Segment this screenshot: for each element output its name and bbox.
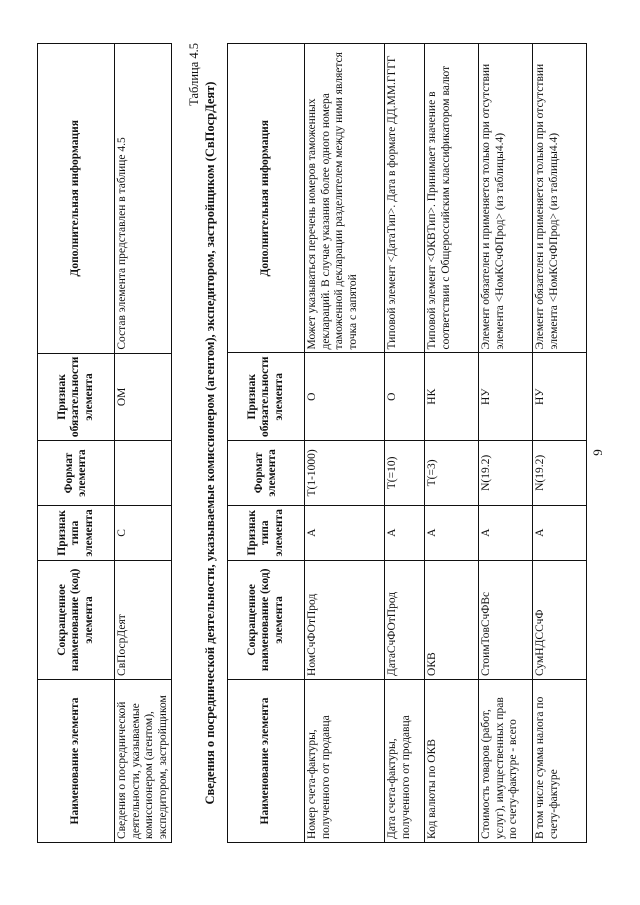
cell-format: [115, 441, 172, 506]
cell-format: N(19.2): [533, 441, 587, 506]
cell-type: А: [385, 505, 425, 560]
cell-info: Типовой элемент <ДатаТип>. Дата в формате ДД.ММ.ГГГГ: [385, 44, 425, 353]
cell-type: А: [305, 505, 385, 560]
cell-type: А: [479, 505, 533, 560]
cell-format: Т(=3): [425, 441, 479, 506]
cell-required: О: [385, 353, 425, 441]
column-header: Признак типа элемента: [228, 505, 305, 560]
cell-type: С: [115, 505, 172, 560]
cell-name: Дата счета-фактуры, полученного от продавца: [385, 679, 425, 842]
cell-name: Код валюты по ОКВ: [425, 679, 479, 842]
column-header: Дополнительная информация: [228, 44, 305, 353]
cell-code: ДатаСчФОтПрод: [385, 560, 425, 679]
table-title: Сведения о посреднической деятельности, указываемые комиссионером (агентом), экспедитором, застройщиком (СвПосрДеят): [203, 81, 217, 805]
column-header: Наименование элемента: [228, 679, 305, 842]
cell-format: N(19.2): [479, 441, 533, 506]
table-row: [115, 44, 172, 843]
column-header: Наименование элемента: [38, 679, 115, 842]
table-row: [425, 44, 479, 843]
page-number: 9: [590, 449, 605, 456]
cell-name: Стоимость товаров (работ, услуг), имущественных прав по счету-фактуре - всего: [479, 679, 533, 842]
cell-required: НУ: [479, 353, 533, 441]
table-row: [533, 44, 587, 843]
cell-code: СумНДССчФ: [533, 560, 587, 679]
table-4-4-fragment: [37, 43, 172, 843]
column-header: Сокращенное наименование (код) элемента: [38, 560, 115, 679]
cell-type: А: [533, 505, 587, 560]
cell-code: СвПосрДеят: [115, 560, 172, 679]
cell-code: ОКВ: [425, 560, 479, 679]
table-4-5: [227, 43, 587, 843]
column-header: Сокращенное наименование (код) элемента: [228, 560, 305, 679]
cell-code: НомСчФОтПрод: [305, 560, 385, 679]
column-header: Признак обязательности элемента: [228, 353, 305, 441]
cell-info: Элемент обязателен и применяется только при отсутствии элемента <НомКСчФПрод> (из таблицы4.4): [533, 44, 587, 353]
table-number: Таблица 4.5: [187, 43, 201, 106]
table-header-row: [228, 44, 305, 843]
cell-required: НК: [425, 353, 479, 441]
cell-info: Состав элемента представлен в таблице 4.5: [115, 44, 172, 354]
cell-name: В том числе сумма налога по счету-фактуре: [533, 679, 587, 842]
column-header: Признак обязательности элемента: [38, 353, 115, 441]
table-row: [305, 44, 385, 843]
table-header-row: [38, 44, 115, 843]
cell-type: А: [425, 505, 479, 560]
cell-format: Т(1-1000): [305, 441, 385, 506]
cell-name: Сведения о посреднической деятельности, указываемые комиссионером (агентом), экспедитором, застройщиком: [115, 679, 172, 842]
cell-required: НУ: [533, 353, 587, 441]
column-header: Формат элемента: [38, 441, 115, 506]
cell-info: Может указываться перечень номеров таможенных деклараций. В случае указания более одного номера таможенной декларации разделителем между ними является точка с запятой: [305, 44, 385, 353]
table-row: [479, 44, 533, 843]
column-header: Признак типа элемента: [38, 505, 115, 560]
cell-info: Элемент обязателен и применяется только при отсутствии элемента <НомКСчФПрод> (из таблицы4.4): [479, 44, 533, 353]
cell-format: Т(=10): [385, 441, 425, 506]
cell-required: О: [305, 353, 385, 441]
cell-required: ОМ: [115, 353, 172, 441]
column-header: Формат элемента: [228, 441, 305, 506]
column-header: Дополнительная информация: [38, 44, 115, 354]
cell-name: Номер счета-фактуры, полученного от продавца: [305, 679, 385, 842]
cell-info: Типовой элемент <ОКВТип>. Принимает значение в соответствии с Общероссийским классификатором валют: [425, 44, 479, 353]
table-row: [385, 44, 425, 843]
cell-code: СтоимТовСчФВс: [479, 560, 533, 679]
